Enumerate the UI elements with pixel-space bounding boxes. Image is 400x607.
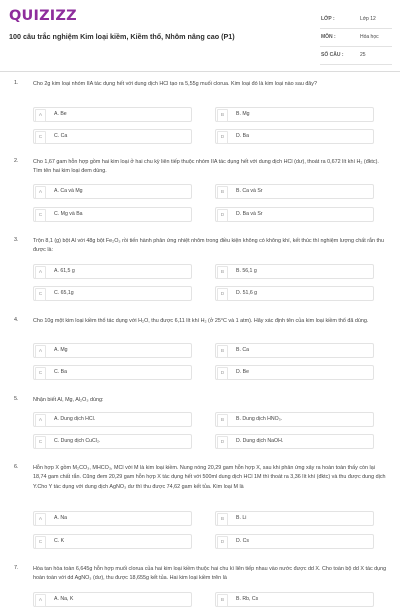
meta-value: 25 (360, 52, 366, 58)
worksheet-meta (320, 11, 392, 65)
option-c[interactable] (33, 207, 192, 222)
option-text: A. Be (54, 111, 67, 117)
worksheet-header (0, 0, 400, 68)
question-text: Cho 1,67 gam hỗn hợp gồm hai kim loại ở hai chu kỳ liên tiếp thuộc nhóm IIA tác dụng hết với dung dịch HCl (dư), thoát ra 0,672 lít khí H₂ (đktc). Tìm tên hai kim loại đem dùng. (33, 159, 379, 175)
option-d[interactable] (215, 434, 374, 449)
option-c[interactable] (33, 534, 192, 549)
option-text: D. Be (236, 369, 249, 375)
question-number: 6. (14, 464, 19, 470)
option-text: B. Ca (236, 347, 249, 353)
option-letter: D (217, 536, 228, 549)
option-letter: B (217, 186, 228, 199)
option-text: D. Cs (236, 538, 249, 544)
question-number: 2. (14, 158, 19, 164)
meta-key: LỚP : (321, 16, 335, 22)
option-text: B. 56,1 g (236, 268, 257, 274)
option-text: C. Ca (54, 133, 68, 139)
question-number: 4. (14, 317, 19, 323)
option-letter: D (217, 436, 228, 449)
option-text: A. Dung dịch HCl. (54, 416, 96, 422)
option-letter: C (35, 536, 46, 549)
option-text: D. Ba (236, 133, 249, 139)
quizizz-logo: QUIZIZZ (9, 8, 77, 24)
meta-key: MÔN : (321, 34, 336, 40)
question-number: 5. (14, 396, 19, 402)
option-d[interactable] (215, 286, 374, 301)
option-c[interactable] (33, 286, 192, 301)
option-letter: A (35, 594, 46, 607)
option-letter: A (35, 186, 46, 199)
option-letter: B (217, 513, 228, 526)
header-divider (0, 71, 400, 72)
question-text: Cho 2g kim loại nhóm IIA tác dụng hết với dung dịch HCl tạo ra 5,55g muối clorua. Kim loại đó là kim loại nào sau đây? (33, 81, 318, 87)
option-text: C. K (54, 538, 65, 544)
question-number: 7. (14, 565, 19, 571)
option-letter: D (217, 209, 228, 222)
option-c[interactable] (33, 434, 192, 449)
option-text: A. Na, K (54, 596, 74, 602)
question-text: Cho 10g một kim loại kiềm thổ tác dụng với H₂O, thu được 6,11 lít khí H₂ (ở 25°C và 1 atm). Hãy xác định tên của kim loại kiềm thổ đã dùng. (33, 318, 369, 324)
option-text: A. Na (54, 515, 67, 521)
meta-key: SỐ CÂU : (321, 52, 344, 58)
meta-row-class (320, 11, 392, 29)
option-b[interactable] (215, 511, 374, 526)
meta-row-subject (320, 29, 392, 47)
option-letter: D (217, 288, 228, 301)
option-letter: D (217, 367, 228, 380)
option-letter: A (35, 414, 46, 427)
option-text: C. 65,1g (54, 290, 74, 296)
option-text: C. Mg và Ba (54, 211, 83, 217)
option-text: C. Dung dịch CuCl₂. (54, 438, 101, 444)
question-text: Nhận biết Al, Mg, Al₂O₃ dùng: (33, 397, 104, 403)
option-b[interactable] (215, 412, 374, 427)
option-text: B. Dung dịch HNO₃. (236, 416, 283, 422)
question-number: 1. (14, 80, 19, 86)
option-b[interactable] (215, 264, 374, 279)
option-letter: C (35, 131, 46, 144)
option-a[interactable] (33, 412, 192, 427)
meta-value: Lớp 12 (360, 16, 376, 22)
option-d[interactable] (215, 129, 374, 144)
question-text: Hòa tan hòa toàn 6,645g hỗn hợp muối clorua của hai kim loại kiềm thuộc hai chu kì liên tiếp nhau vào nước được dd X. Cho toàn bộ dd X tác dụng hoàn toàn với dd AgNO₃ (dư), thu được 18,655g kết tủa. Hai kim loại kiềm trên là (33, 566, 387, 582)
option-text: A. Ca và Mg (54, 188, 83, 194)
option-text: D. Dung dịch NaOH. (236, 438, 284, 444)
option-b[interactable] (215, 107, 374, 122)
option-text: D. Ba và Sr (236, 211, 263, 217)
option-a[interactable] (33, 184, 192, 199)
option-text: D. 51,6 g (236, 290, 258, 296)
option-d[interactable] (215, 207, 374, 222)
option-d[interactable] (215, 365, 374, 380)
option-letter: C (35, 288, 46, 301)
option-text: A. Mg (54, 347, 68, 353)
option-letter: B (217, 109, 228, 122)
question-text: Hỗn hợp X gồm M₂CO₃, MHCO₃, MCl với M là kim loại kiềm. Nung nóng 20,29 gam hỗn hợp X, sau khi phản ứng xảy ra hoàn toàn thấy còn lại 18,74 gam chất rắn. Cũng đem 20,29 gam hỗn hợp X tác dụng hết với 500ml dung dịch HCl 1M thì thoát ra 3,36 lít khí (đktc) và thu được dung dịch Y.Cho Y tác dụng với dung dịch AgNO₃ dư thì thu được 74,62 gam kết tủa. Kim loại M là (33, 465, 386, 490)
option-letter: A (35, 109, 46, 122)
option-a[interactable] (33, 264, 192, 279)
option-a[interactable] (33, 511, 192, 526)
option-letter: C (35, 209, 46, 222)
option-a[interactable] (33, 343, 192, 358)
option-text: B. Rb, Cs (236, 596, 259, 602)
worksheet-title: 100 câu trắc nghiệm Kim loại kiềm, Kiềm thổ, Nhôm nâng cao (P1) (9, 32, 235, 41)
question-number: 3. (14, 237, 19, 243)
option-letter: A (35, 266, 46, 279)
option-text: B. Mg (236, 111, 250, 117)
option-letter: C (35, 367, 46, 380)
question-text: Trộn 8,1 (g) bột Al với 48g bột Fe₂O₃ rồi tiến hành phản ứng nhiệt nhôm trong điều kiện không có không khí, kết thúc thí nghiệm lượng chất rắn thu được là: (33, 238, 385, 254)
option-text: B. Ca và Sr (236, 188, 263, 194)
option-letter: A (35, 345, 46, 358)
option-c[interactable] (33, 365, 192, 380)
option-letter: B (217, 345, 228, 358)
option-text: A. 61,5 g (54, 268, 75, 274)
option-letter: C (35, 436, 46, 449)
option-text: C. Ba (54, 369, 67, 375)
option-letter: B (217, 266, 228, 279)
option-c[interactable] (33, 129, 192, 144)
option-letter: B (217, 594, 228, 607)
option-b[interactable] (215, 184, 374, 199)
meta-row-count (320, 47, 392, 65)
option-text: B. Li (236, 515, 247, 521)
option-letter: A (35, 513, 46, 526)
option-b[interactable] (215, 343, 374, 358)
option-a[interactable] (33, 107, 192, 122)
meta-value: Hóa học (360, 34, 379, 40)
option-letter: D (217, 131, 228, 144)
option-d[interactable] (215, 534, 374, 549)
option-letter: B (217, 414, 228, 427)
